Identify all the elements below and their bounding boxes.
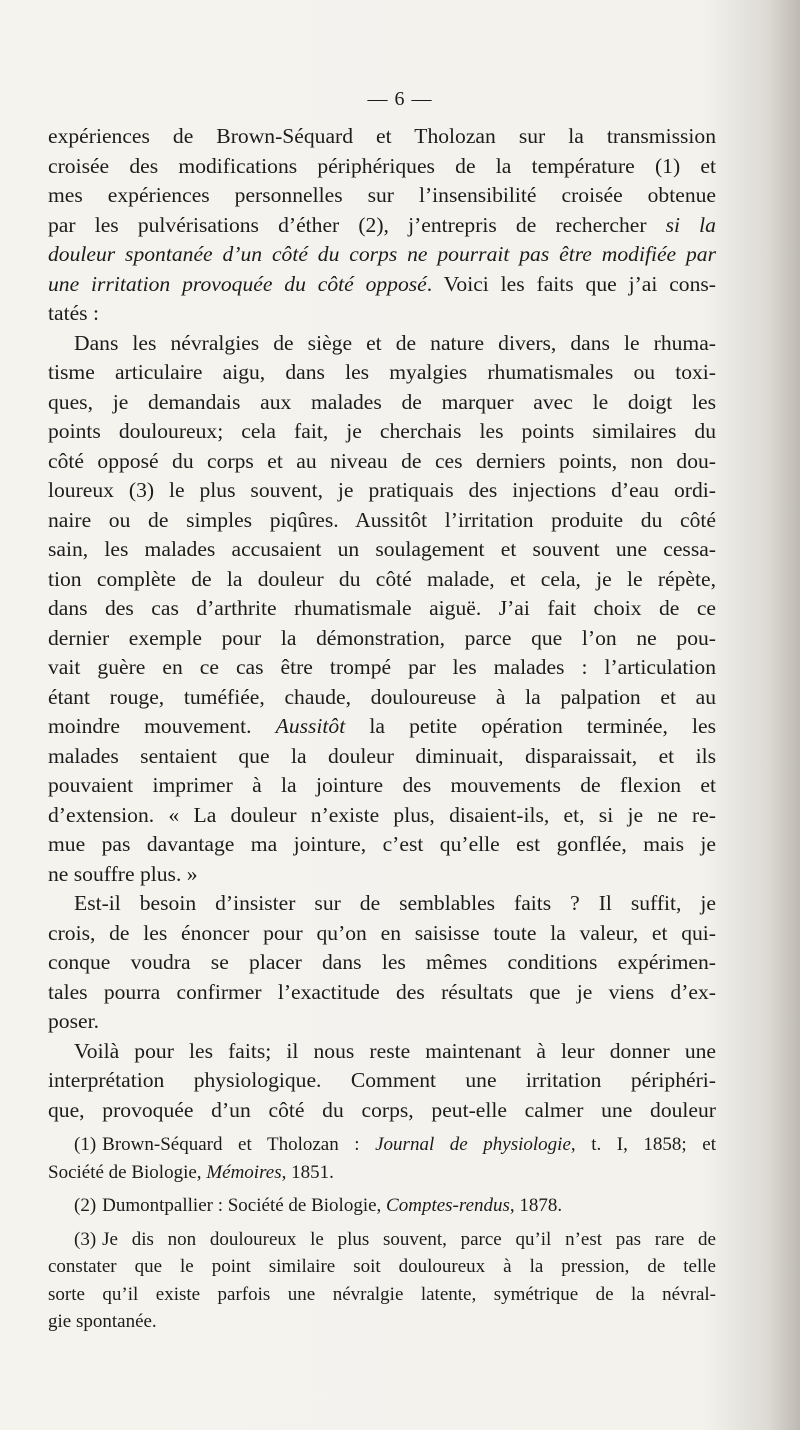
footnote [48,1192,716,1220]
text-line: poser. [48,1009,99,1033]
footnote-number: (2) [74,1195,97,1216]
italic-run: si la [665,212,716,237]
text-line: constater que le point similaire soit douloureux à la pression, de telle [48,1256,716,1277]
text-run: Je dis non douloureux le plus souvent, parce qu’il n’est pas rare de [102,1228,716,1250]
text-line: mes expériences personnelles sur l’insensibilité croisée obtenue [48,183,716,207]
text-line: tatés : [48,301,99,325]
footnote [48,1226,716,1336]
footnote-number: (3) [74,1228,97,1250]
text-line: Dans les névralgies de siège et de nature divers, dans le rhuma- [74,330,716,355]
text-line: crois, de les énoncer pour qu’on en saisisse toute la valeur, et qui- [48,920,716,945]
text-line [48,270,716,300]
text-line [48,1226,716,1254]
text-line: tion complète de la douleur du côté malade, et cela, je le répète, [48,566,716,591]
text-run: Société de Biologie, [48,1161,207,1183]
text-line: dernier exemple pour la démonstration, parce que l’on ne pou- [48,625,716,650]
text-run: , t. I, 1858; et [570,1134,716,1155]
text-line [48,1159,716,1187]
text-line: points douloureux; cela fait, je cherchais les points similaires du [48,419,716,443]
text-line: tisme articulaire aigu, dans les myalgies rhumatismales ou toxi- [48,360,716,384]
text-line: mue pas davantage ma jointure, c’est qu’elle est gonflée, mais je [48,832,716,856]
text-line: dans des cas d’arthrite rhumatismale aiguë. J’ai fait choix de ce [48,596,716,620]
italic-run: Comptes-rendus [386,1195,510,1216]
text-line: croisée des modifications périphériques de la température (1) et [48,153,716,178]
footnote [48,1131,716,1186]
paragraph [48,122,716,329]
text-line: ques, je demandais aux malades de marquer avec le doigt les [48,389,716,414]
paragraph [48,889,716,1037]
text-line: conque voudra se placer dans les mêmes conditions expérimen- [48,950,716,974]
text-run: moindre mouvement. [48,714,276,738]
paragraph [48,329,716,890]
text-run: . Voici les faits que j’ai cons- [426,271,716,296]
text-line: Voilà pour les faits; il nous reste maintenant à leur donner une [74,1038,716,1063]
text-run: par les pulvérisations d’éther (2), j’entrepris de rechercher [48,212,666,237]
text-line [48,712,716,742]
text-line: expériences de Brown-Séquard et Tholozan sur la transmission [48,124,716,148]
text-line: gie spontanée. [48,1311,157,1332]
italic-run: Aussitôt [275,714,346,738]
text-line: étant rouge, tuméfiée, chaude, douloureuse à la palpation et au [48,684,716,709]
text-line: tales pourra confirmer l’exactitude des résultats que je viens d’ex- [48,979,716,1004]
main-text [48,122,716,1125]
text-run: Dumontpallier : Société de Biologie, [102,1195,387,1216]
text-line: malades sentaient que la douleur diminuait, disparaissait, et ils [48,743,716,768]
text-line: naire ou de simples piqûres. Aussitôt l’irritation produite du côté [48,507,716,532]
text-line [48,240,716,270]
text-line: sain, les malades accusaient un soulagement et souvent une cessa- [48,537,716,561]
text-line: côté opposé du corps et au niveau de ces derniers points, non dou- [48,448,716,473]
footnotes [48,1131,716,1342]
page-number: — 6 — [367,88,433,110]
text-run: Brown-Séquard et Tholozan : [102,1134,376,1155]
text-run: , 1878. [509,1195,563,1216]
text-run: la petite opération terminée, les [345,714,716,738]
italic-run: douleur spontanée d’un côté du corps ne pourrait pas être modifiée par [48,242,716,266]
text-line: interprétation physiologique. Comment une irritation périphéri- [48,1068,716,1092]
text-line: pouvaient imprimer à la jointure des mouvements de flexion et [48,773,716,797]
text-line: Est-il besoin d’insister sur de semblables faits ? Il suffit, je [74,891,716,915]
text-line [48,211,716,241]
text-run: , 1851. [281,1161,334,1183]
italic-run: Journal de physiologie [375,1134,571,1155]
italic-run: Mémoires [206,1161,282,1183]
text-line: sorte qu’il existe parfois une névralgie latente, symétrique de la névral- [48,1283,716,1305]
text-line: vait guère en ce cas être trompé par les malades : l’articulation [48,655,716,679]
text-line: d’extension. « La douleur n’existe plus, disaient-ils, et, si je ne re- [48,802,716,827]
paragraph [48,1037,716,1126]
text-line [48,1131,716,1159]
text-line: que, provoquée d’un côté du corps, peut-elle calmer une douleur [48,1097,716,1122]
text-line: loureux (3) le plus souvent, je pratiquais des injections d’eau ordi- [48,478,716,502]
italic-run: une irritation provoquée du côté opposé [48,271,427,296]
text-line [48,1192,716,1220]
footnote-number: (1) [74,1134,97,1155]
text-line: ne souffre plus. » [48,861,198,886]
